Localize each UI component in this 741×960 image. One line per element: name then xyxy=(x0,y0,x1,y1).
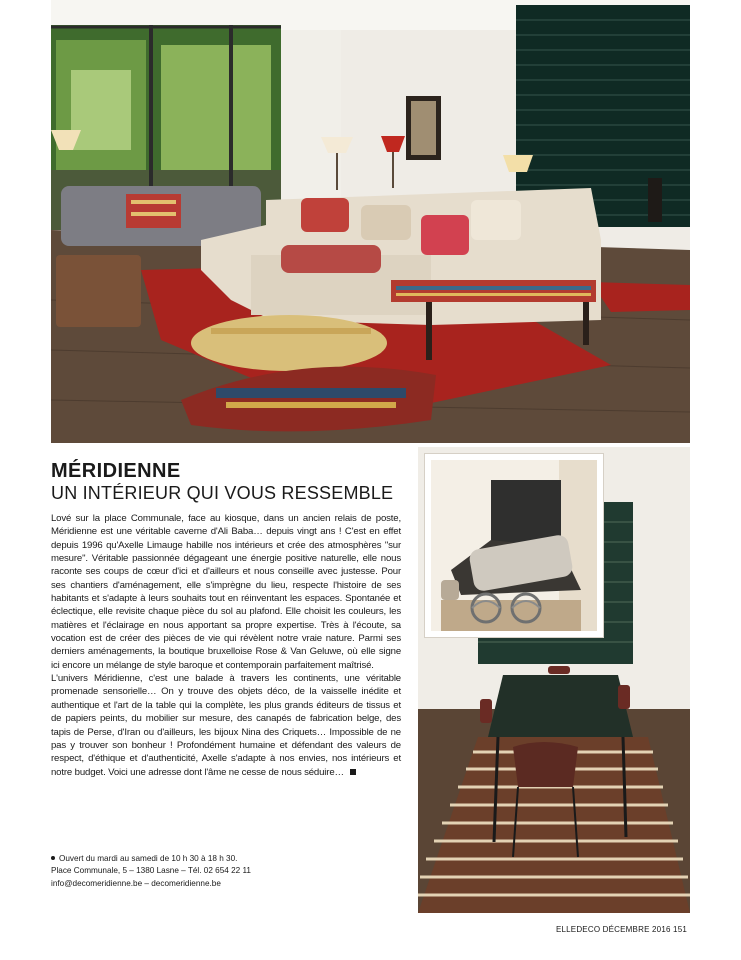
practical-info xyxy=(51,853,391,890)
paragraph: Lové sur la place Communale, face au kiosque, dans un ancien relais de poste, Méridienne est une véritable caverne d'Ali Baba… depuis vingt ans ! C'est en effet depuis 1996 qu'Axelle Limauge habille nos intérieurs et crée des atmosphères "sur mesure". Véritable passionnée dégageant une énergie positive naturelle, elle nous raconte ses coups de cœur d'ici et d'ailleurs et nous conseille avec justesse. Pour ses chantiers d'aménagement, elle s'imprègne du lieu, respecte l'histoire de ses habitants et s'adapte à leurs souhaits tout en réinventant les espaces. Spontanée et éclectique, elle revisite chaque pièce du sol au plafond. Elle choisit les couleurs, les matières et l'éclairage en nous apportant sa propre expertise. Très à l'écoute, sa vocation est de créer des pièces de vie qui révèlent notre vraie nature. Parmi ses derniers aménagements, la boutique bruxelloise Rose & Van Geluwe, où elle signe ici encore un mélange de style baroque et contemporain parfaitement maîtrisé. xyxy=(51,513,401,671)
address: Place Communale, 5 – 1380 Lasne – Tél. 02 654 22 11 xyxy=(51,866,251,876)
contact-links[interactable]: info@decomeridienne.be – decomeridienne.be xyxy=(51,878,221,888)
end-of-article-mark xyxy=(350,769,356,775)
inset-photo-frame xyxy=(425,454,603,637)
paragraph-text: L'univers Méridienne, c'est une balade à travers les continents, une véritable promenade sensorielle… On y trouve des objets déco, de la vaisselle inédite et authentique et l'art de la table qui la complète, les plus grands éditeurs de tissus et de papiers peints, du mobilier sur mesure, des canapés de fabrication belge, des tapis de Perse, d'Iran ou d'ailleurs, les bijoux Nina des Criquets… Impossible de ne pas y trouver son bonheur ! Profondément humaine et défendant des valeurs de respect, d'éthique et d'authenticité, Axelle s'adapte à nos envies, nos intérieurs et notre budget. Voici une adresse dont l'âme ne cesse de nous séduire… xyxy=(51,673,401,778)
article xyxy=(51,460,401,779)
living-room-photo xyxy=(51,0,690,443)
page-folio: ELLEDECO DÉCEMBRE 2016 151 xyxy=(555,925,687,934)
article-title: MÉRIDIENNE xyxy=(51,460,181,482)
article-subtitle: UN INTÉRIEUR QUI VOUS RESSEMBLE xyxy=(51,483,394,503)
inset-illustration xyxy=(431,460,597,631)
opening-hours xyxy=(51,853,391,865)
opening-hours-text: Ouvert du mardi au samedi de 10 h 30 à 18 h 30. xyxy=(59,854,238,863)
inset-photo xyxy=(431,460,597,631)
paragraph xyxy=(51,672,401,779)
article-body xyxy=(51,512,401,779)
bullet-icon xyxy=(51,856,55,860)
living-room-illustration xyxy=(51,0,690,443)
